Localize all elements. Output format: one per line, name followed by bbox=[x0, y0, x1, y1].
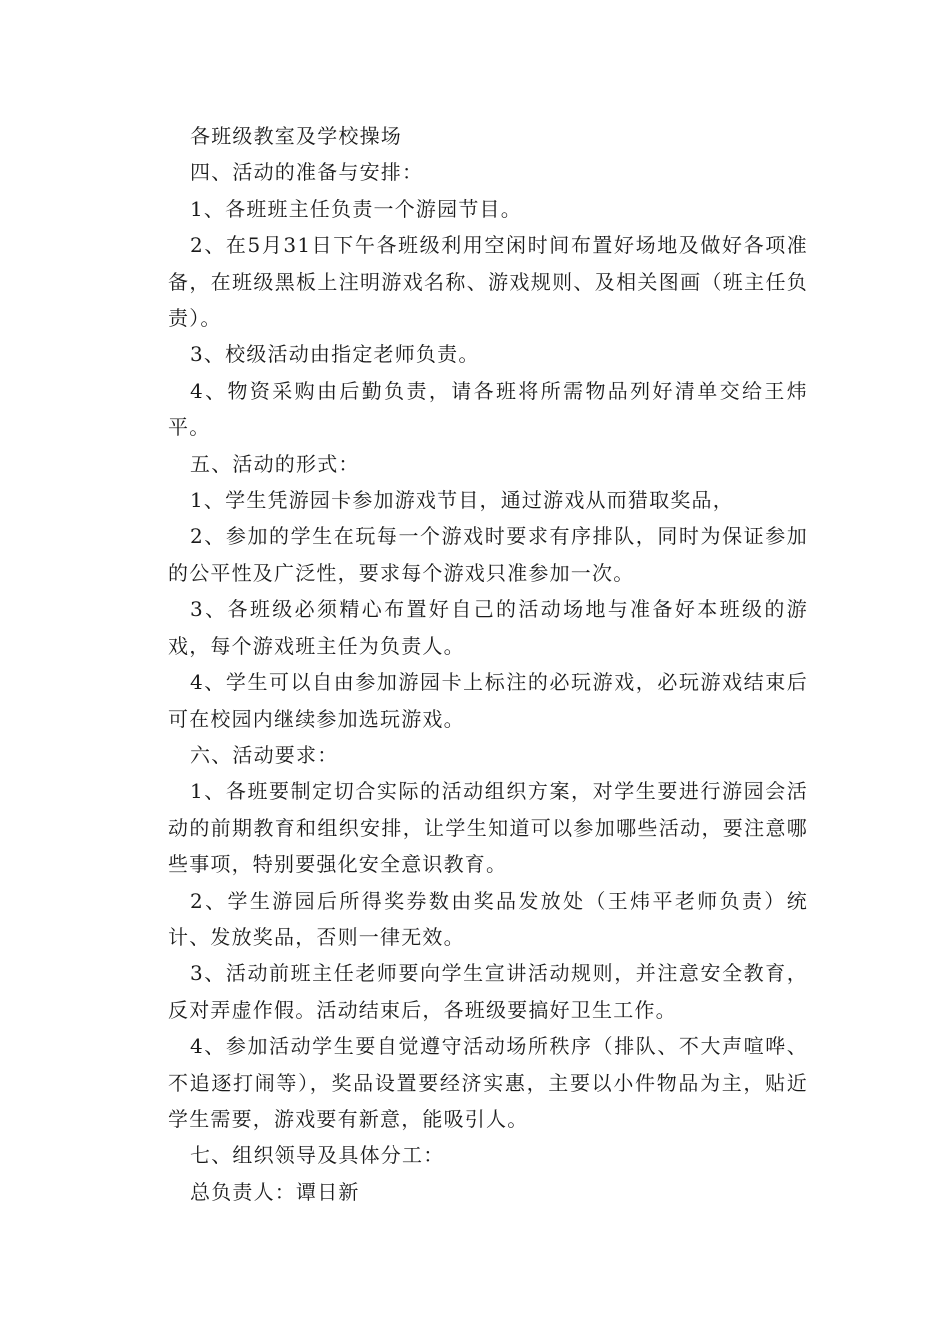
paragraph: 1、各班要制定切合实际的活动组织方案，对学生要进行游园会活动的前期教育和组织安排，让学生知道可以参加哪些活动，要注意哪些事项，特别要强化安全意识教育。 bbox=[168, 779, 808, 877]
paragraph: 4、参加活动学生要自觉遵守活动场所秩序（排队、不大声喧哗、不追逐打闹等），奖品设置要经济实惠，主要以小件物品为主，贴近学生需要，游戏要有新意，能吸引人。 bbox=[168, 1034, 808, 1131]
section-heading: 四、活动的准备与安排： bbox=[190, 160, 424, 185]
paragraph: 1、各班班主任负责一个游园节目。 bbox=[190, 196, 522, 221]
paragraph: 3、校级活动由指定老师负责。 bbox=[190, 342, 480, 367]
paragraph: 2、学生游园后所得奖券数由奖品发放处（王炜平老师负责）统计、发放奖品，否则一律无效。 bbox=[168, 888, 808, 949]
paragraph: 2、参加的学生在玩每一个游戏时要求有序排队，同时为保证参加的公平性及广泛性，要求每个游戏只准参加一次。 bbox=[168, 524, 808, 585]
paragraph: 2、在5月31日下午各班级利用空闲时间布置好场地及做好各项准备，在班级黑板上注明游戏名称、游戏规则、及相关图画（班主任负责）。 bbox=[168, 233, 808, 331]
paragraph: 3、各班级必须精心布置好自己的活动场地与准备好本班级的游戏，每个游戏班主任为负责人。 bbox=[168, 597, 808, 658]
section-heading: 五、活动的形式： bbox=[190, 451, 360, 476]
document-body bbox=[168, 118, 808, 1210]
section-heading: 六、活动要求： bbox=[190, 742, 339, 767]
section-heading: 七、组织领导及具体分工： bbox=[190, 1143, 445, 1168]
paragraph: 1、学生凭游园卡参加游戏节目，通过游戏从而猎取奖品， bbox=[190, 488, 734, 513]
paragraph: 4、物资采购由后勤负责，请各班将所需物品列好清单交给王炜平。 bbox=[168, 378, 808, 440]
paragraph: 4、学生可以自由参加游园卡上标注的必玩游戏，必玩游戏结束后可在校园内继续参加选玩游戏。 bbox=[168, 670, 808, 731]
paragraph: 总负责人：谭日新 bbox=[190, 1179, 360, 1204]
paragraph: 3、活动前班主任老师要向学生宣讲活动规则，并注意安全教育，反对弄虚作假。活动结束后，各班级要搞好卫生工作。 bbox=[168, 961, 808, 1022]
paragraph: 各班级教室及学校操场 bbox=[190, 124, 402, 148]
